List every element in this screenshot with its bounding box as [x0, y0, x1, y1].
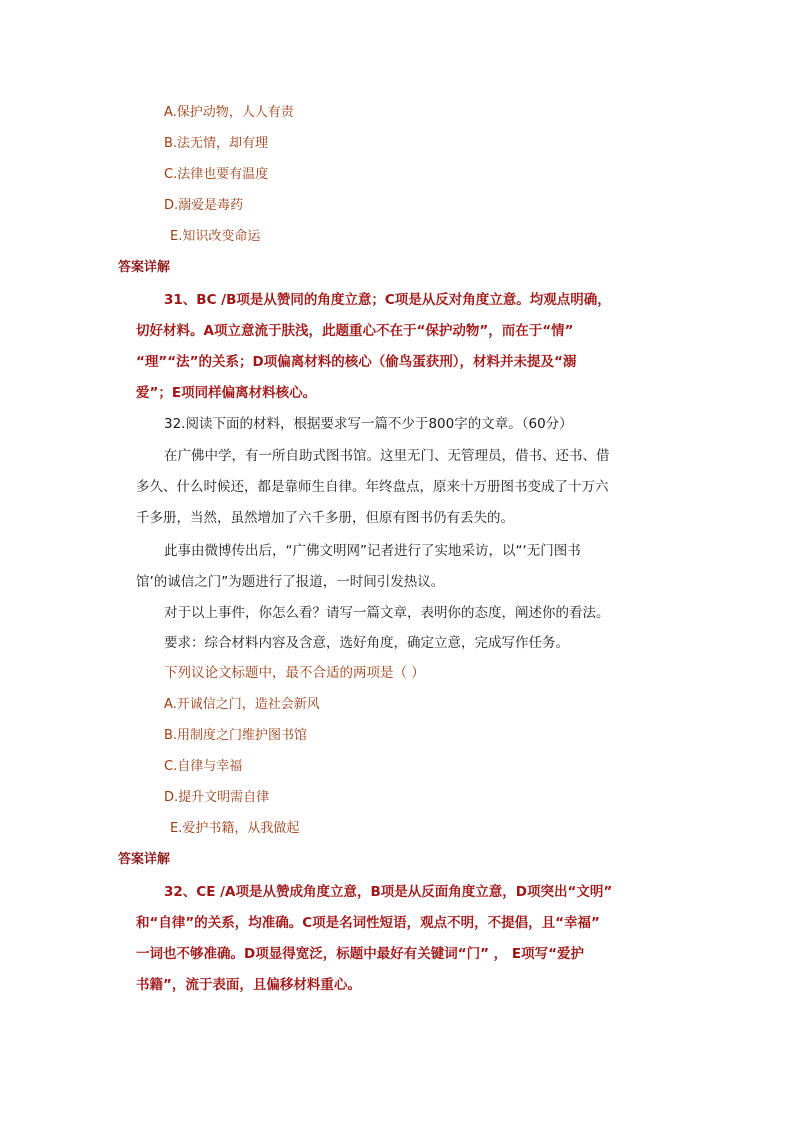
q32-prompt: 32.阅读下面的材料，根据要求写一篇不少于800字的文章。（60分）: [164, 416, 573, 432]
q32-explanation-line-1: 32、CE /A项是从赞成角度立意，B项是从反面角度立意，D项突出“文明”: [164, 884, 613, 900]
q32-material-line-2: 多久、什么时候还，都是靠师生自律。年终盘点，原来十万册图书变成了十万六: [136, 479, 609, 495]
q31-explanation-line-1: 31、BC /B项是从赞同的角度立意；C项是从反对角度立意。均观点明确，: [164, 292, 611, 308]
q32-answer-header: 答案详解: [118, 852, 171, 867]
q32-requirement: 要求：综合材料内容及含意，选好角度，确定立意，完成写作任务。: [164, 635, 569, 651]
q32-option-c: C.自律与幸福: [164, 759, 243, 774]
q32-option-d: D.提升文明需自律: [164, 790, 270, 805]
q31-option-b: B.法无情，却有理: [164, 136, 269, 151]
q32-material-line-6: 对于以上事件，你怎么看？请写一篇文章，表明你的态度，阐述你的看法。: [164, 605, 610, 621]
q32-material-line-5: 馆’的诚信之门”为题进行了报道，一时间引发热议。: [136, 574, 445, 590]
q32-material-line-3: 千多册，当然，虽然增加了六千多册，但原有图书仍有丢失的。: [136, 510, 514, 526]
q32-option-a: A.开诚信之门，造社会新风: [164, 697, 320, 712]
q31-option-d: D.溺爱是毒药: [164, 198, 244, 213]
q32-question: 下列议论文标题中，最不合适的两项是（ ）: [164, 665, 425, 681]
q32-option-e: E.爱护书籍，从我做起: [170, 821, 300, 836]
q31-option-e: E.知识改变命运: [170, 229, 261, 244]
q31-option-c: C.法律也要有温度: [164, 167, 269, 182]
q31-option-a: A.保护动物，人人有责: [164, 105, 294, 120]
q32-option-b: B.用制度之门维护图书馆: [164, 728, 308, 743]
q32-material-line-4: 此事由微博传出后，“广佛文明网”记者进行了实地采访，以“‘无门图书: [164, 543, 581, 559]
q31-answer-header: 答案详解: [118, 260, 171, 275]
q32-explanation-line-3: 一词也不够准确。D项显得宽泛，标题中最好有关键词“门” ， E项写“爱护: [136, 946, 584, 962]
q32-explanation-line-2: 和“自律”的关系，均准确。C项是名词性短语，观点不明，不提倡，且“幸福”: [136, 915, 600, 931]
q31-explanation-line-3: “理”“法”的关系；D项偏离材料的核心（偷鸟蛋获刑），材料并未提及“溺: [136, 354, 577, 370]
q31-explanation-line-4: 爱”；E项同样偏离材料核心。: [136, 385, 317, 401]
q32-explanation-line-4: 书籍”，流于表面，且偏移材料重心。: [136, 977, 361, 993]
q31-explanation-line-2: 切好材料。A项立意流于肤浅，此题重心不在于“保护动物”，而在于“情”: [136, 323, 574, 339]
q32-material-line-1: 在广佛中学，有一所自助式图书馆。这里无门、无管理员，借书、还书、借: [164, 448, 610, 464]
